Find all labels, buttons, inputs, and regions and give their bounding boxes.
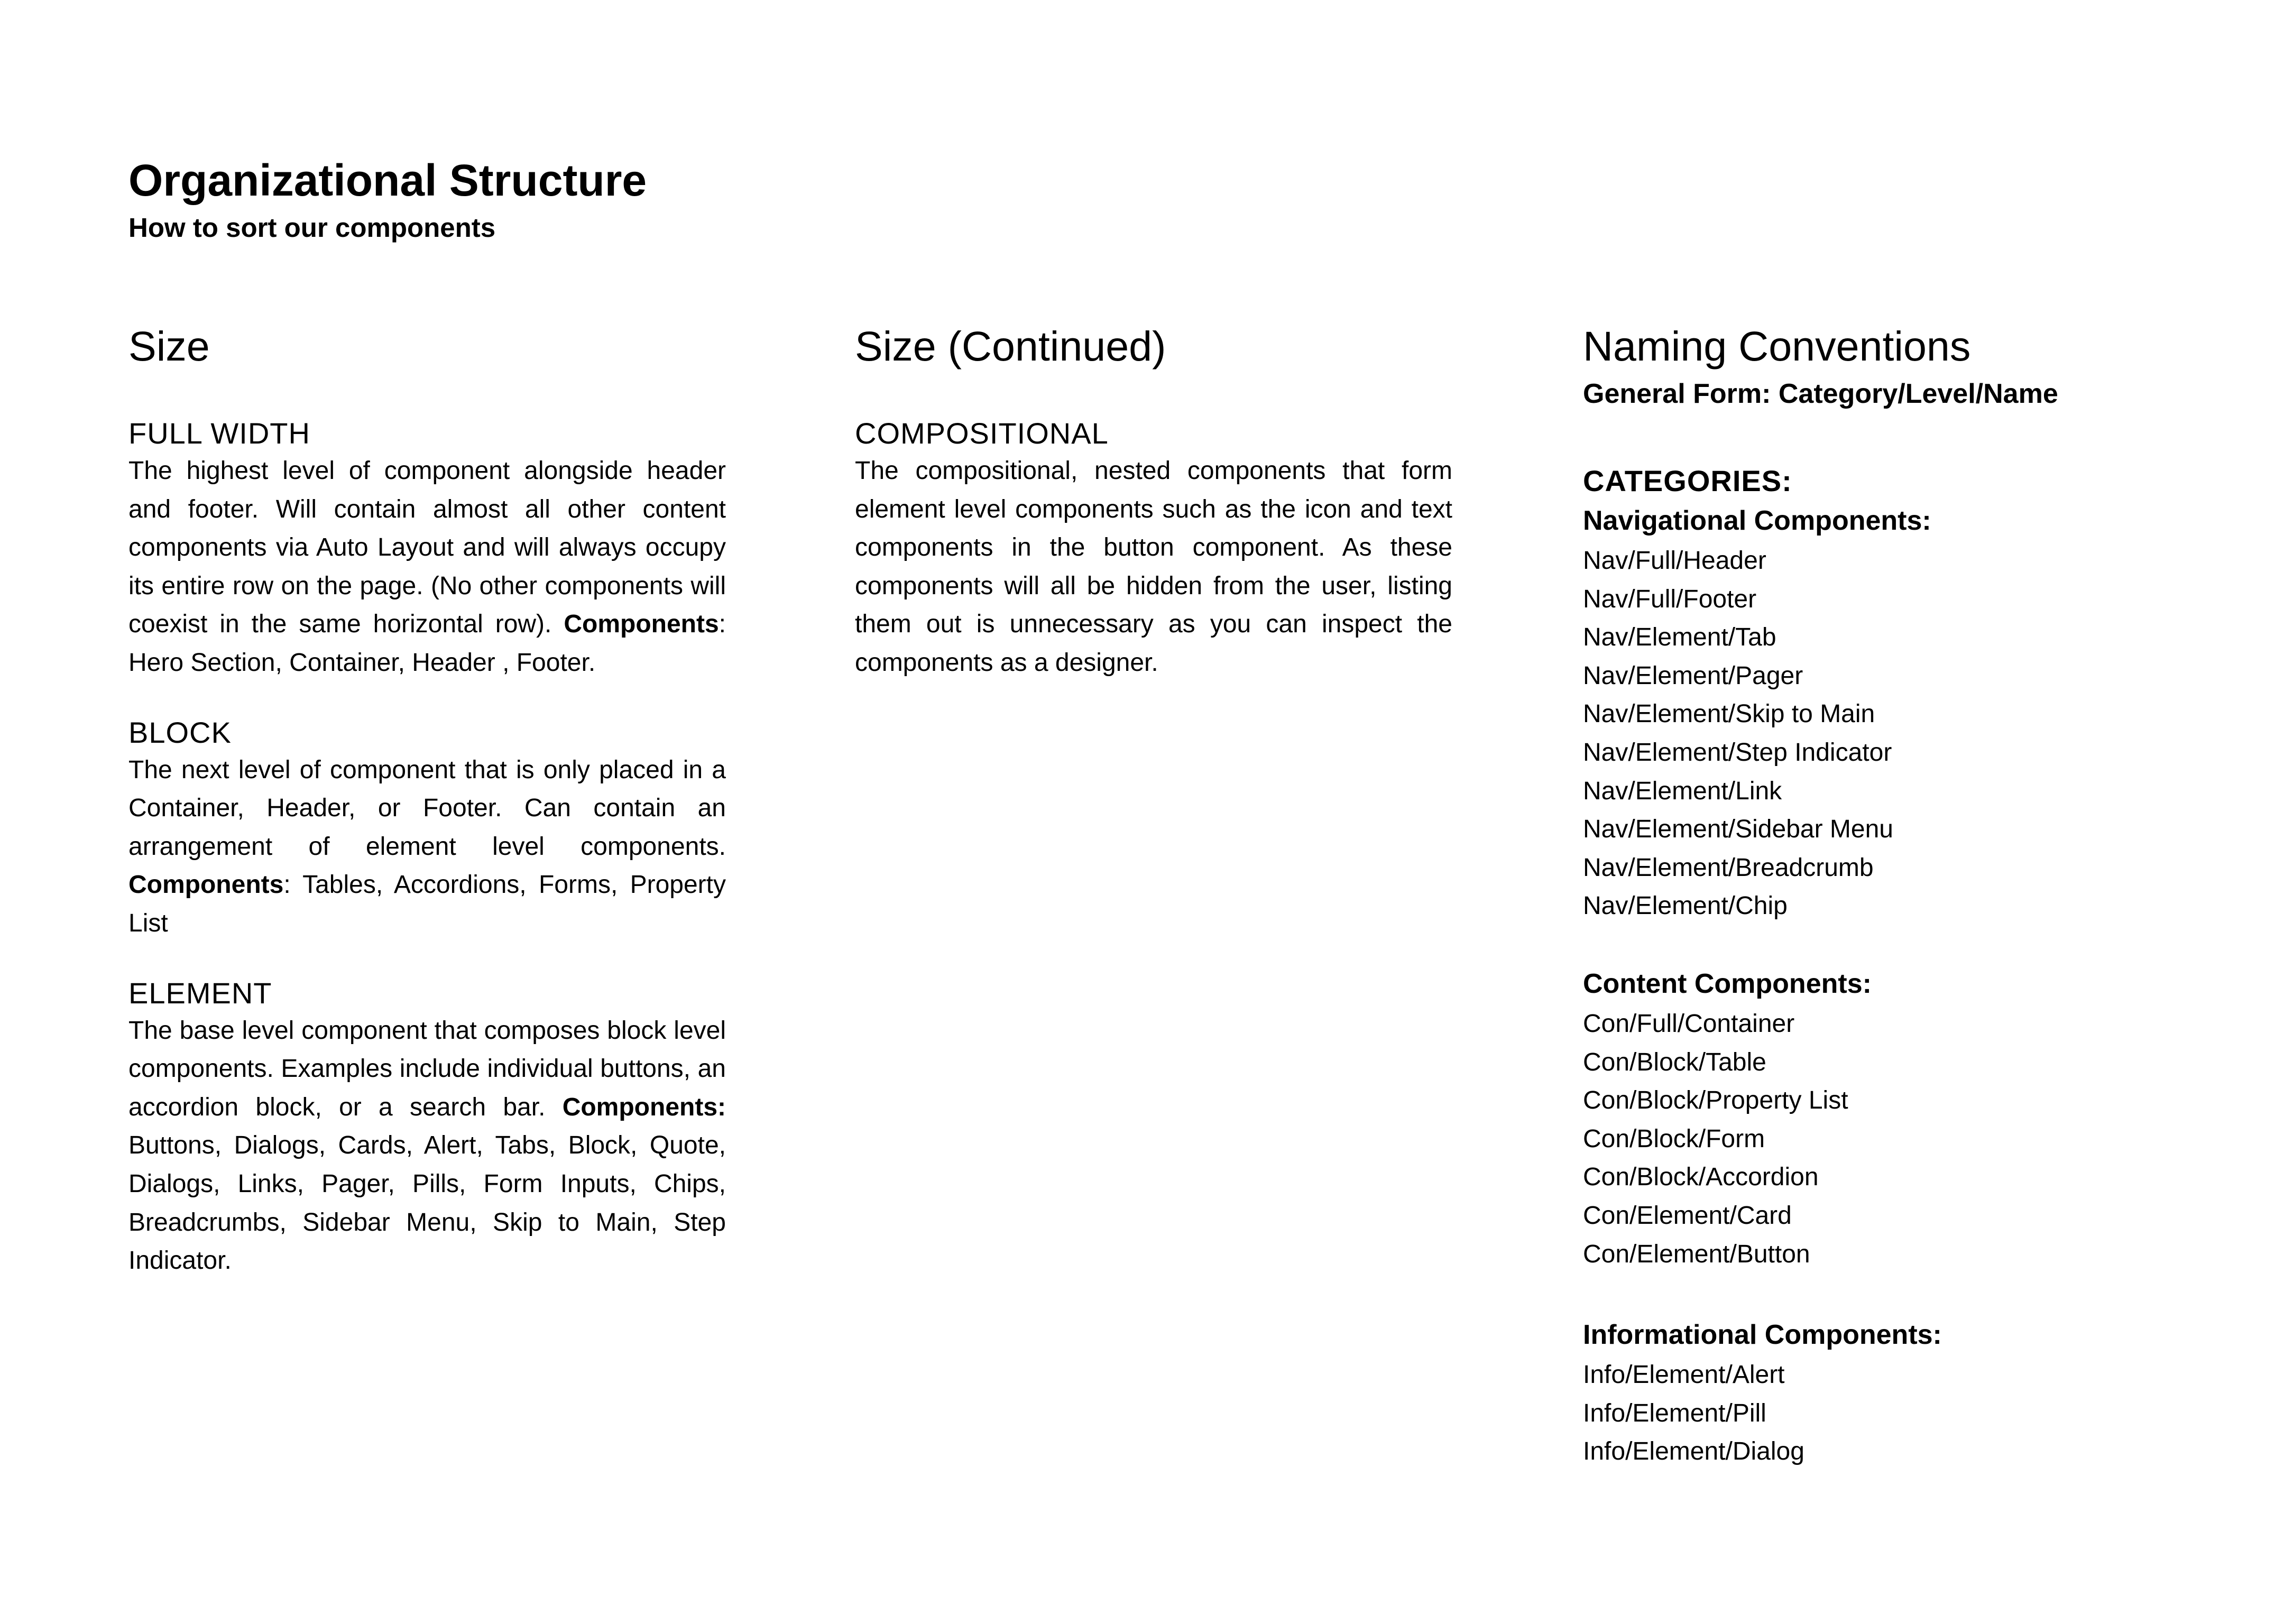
naming-item: Con/Block/Property List bbox=[1583, 1086, 1848, 1115]
element-section bbox=[128, 975, 726, 1280]
group-title: Content Components: bbox=[1583, 968, 1872, 999]
naming-item: Nav/Element/Link bbox=[1583, 777, 1782, 805]
naming-item: Nav/Full/Footer bbox=[1583, 585, 1757, 613]
naming-item: Nav/Element/Step Indicator bbox=[1583, 738, 1892, 767]
page-title: Organizational Structure bbox=[128, 155, 647, 205]
size-column bbox=[128, 317, 726, 1280]
naming-item: Nav/Element/Chip bbox=[1583, 892, 1788, 920]
general-form: General Form: Category/Level/Name bbox=[1583, 379, 2058, 409]
naming-item: Nav/Element/Breadcrumb bbox=[1583, 853, 1874, 882]
size-continued-column bbox=[855, 317, 1452, 682]
page-header bbox=[128, 151, 1186, 246]
naming-item: Info/Element/Pill bbox=[1583, 1399, 1766, 1427]
naming-item: Con/Element/Card bbox=[1583, 1201, 1792, 1230]
group-title: Informational Components: bbox=[1583, 1320, 1942, 1351]
page-subtitle: How to sort our components bbox=[128, 213, 496, 243]
naming-item: Con/Block/Form bbox=[1583, 1124, 1765, 1153]
size-continued-heading: Size (Continued) bbox=[855, 322, 1166, 370]
full-width-components-list: : Hero Section, Container, Header , Footer. bbox=[128, 610, 726, 677]
naming-item: Info/Element/Dialog bbox=[1583, 1437, 1804, 1466]
naming-conventions-column bbox=[1583, 317, 2217, 1471]
full-width-description bbox=[128, 452, 726, 682]
size-heading: Size bbox=[128, 322, 210, 370]
compositional-description: The compositional, nested components that form element level components such as the icon and text components in the button component. As these components will all be hidden from the user, listing them out is unnecessary as you can inspect the components as a designer. bbox=[855, 457, 1452, 677]
categories-title: CATEGORIES: bbox=[1583, 464, 1792, 497]
block-description bbox=[128, 751, 726, 943]
naming-item: Con/Element/Button bbox=[1583, 1240, 1810, 1268]
naming-item: Nav/Element/Skip to Main bbox=[1583, 700, 1875, 728]
compositional-title: COMPOSITIONAL bbox=[855, 417, 1109, 450]
element-description bbox=[128, 1012, 726, 1280]
group-list bbox=[1583, 1356, 2217, 1471]
group-list bbox=[1583, 1005, 2217, 1274]
full-width-text: The highest level of component alongside header and footer. Will contain almost all other content components via Auto Layout and will always occupy its entire row on the page. (No other components will coexist in the same horizontal row). bbox=[128, 457, 726, 639]
naming-item: Con/Block/Accordion bbox=[1583, 1163, 1819, 1192]
element-title: ELEMENT bbox=[128, 976, 272, 1010]
full-width-section bbox=[128, 415, 726, 682]
naming-item: Nav/Element/Tab bbox=[1583, 623, 1776, 652]
block-section bbox=[128, 714, 726, 943]
compositional-section bbox=[855, 415, 1452, 682]
block-components-label: Components bbox=[128, 871, 284, 899]
full-width-components-label: Components bbox=[564, 610, 719, 639]
naming-conventions-heading: Naming Conventions bbox=[1583, 322, 1971, 370]
block-title: BLOCK bbox=[128, 715, 232, 749]
naming-item: Info/Element/Alert bbox=[1583, 1361, 1785, 1389]
naming-item: Nav/Element/Sidebar Menu bbox=[1583, 815, 1893, 844]
element-components-list: Buttons, Dialogs, Cards, Alert, Tabs, Block, Quote, Dialogs, Links, Pager, Pills, Form Inputs, Chips, Breadcrumbs, Sidebar Menu, Skip to Main, Step Indicator. bbox=[128, 1131, 726, 1275]
naming-item: Nav/Full/Header bbox=[1583, 547, 1766, 575]
element-components-label: Components: bbox=[562, 1093, 726, 1121]
block-components-list: : Tables, Accordions, Forms, Property List bbox=[128, 871, 726, 937]
navigational-components-group bbox=[1583, 500, 2217, 926]
naming-item: Con/Full/Container bbox=[1583, 1009, 1795, 1038]
group-list bbox=[1583, 542, 2217, 926]
naming-item: Con/Block/Table bbox=[1583, 1048, 1766, 1076]
content-components-group bbox=[1583, 963, 2217, 1274]
full-width-title: FULL WIDTH bbox=[128, 417, 310, 450]
naming-item: Nav/Element/Pager bbox=[1583, 661, 1803, 690]
element-text: The base level component that composes block level components. Examples include individual buttons, an accordion block, or a search bar. bbox=[128, 1016, 726, 1121]
informational-components-group bbox=[1583, 1314, 2217, 1471]
group-title: Navigational Components: bbox=[1583, 505, 1931, 536]
block-text: The next level of component that is only placed in a Container, Header, or Footer. Can contain an arrangement of element level components. bbox=[128, 755, 726, 861]
